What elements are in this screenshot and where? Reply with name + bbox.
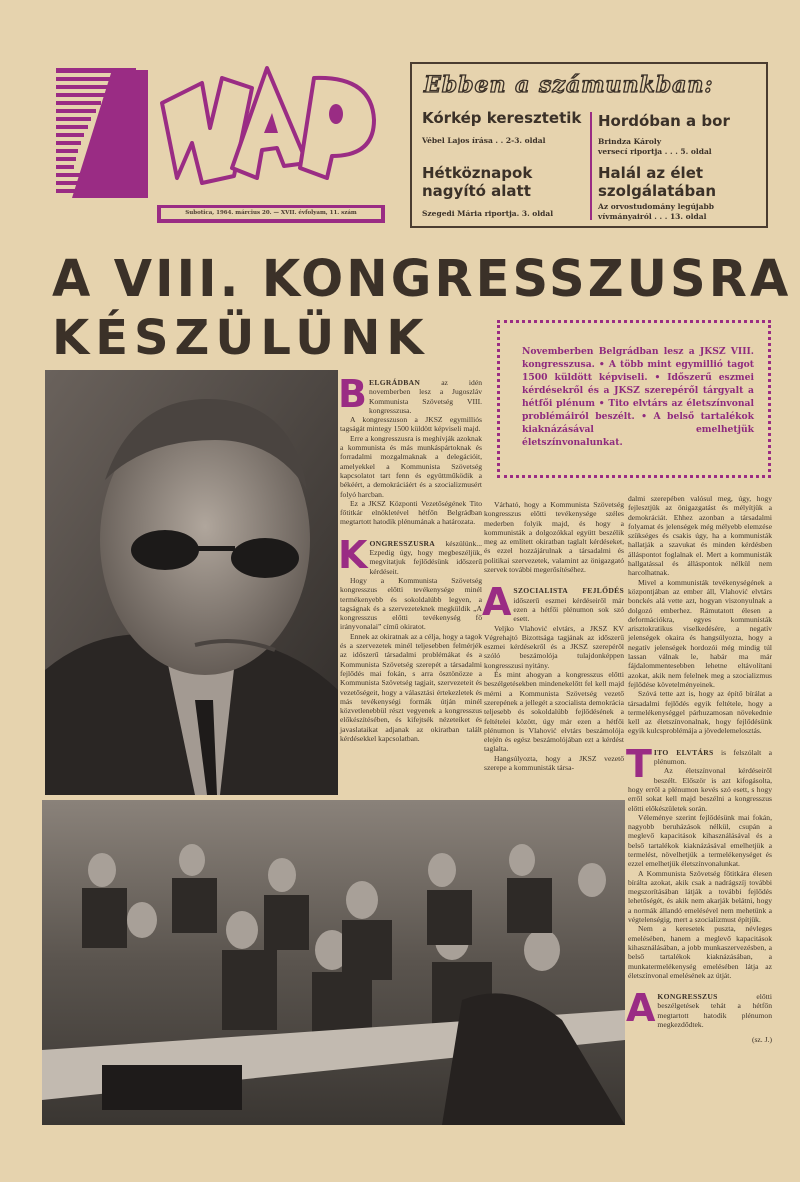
paragraph: Mivel a kommunisták tevékenységének a központjában az ember áll, Vlahović elvtárs bonckés alá vette azt, hogyan viszonyulnak a dolgozó emberhez. Rámutatott élesen a deformációkra, egyes kommunisták arisztokratikus viselkedésére, a negatív jelenségek okaira és hangsúlyozta, hogy a negatív jelenségek hordozói még mindig túl lassan válnak le, habár ma már fájdalommentesebben lehetne eltávolítani azokat, akik nem felelnek meg a szocializmus fejlődése követelményeinek.: [628, 577, 772, 689]
lead-caps: ONGRESSZUSRA: [369, 538, 436, 548]
paragraph: időszerű eszmei kérdéseiről már ezen a hétfői plénumon sok szó esett.: [513, 595, 624, 624]
drop-cap: A: [482, 580, 512, 625]
paragraph: előtti beszélgetések tehát a hétfőn megtartott hatodik plénumon megkezdődtek.: [657, 992, 772, 1030]
paragraph: A Kommunista Szövetség főtitkára élesen bírálta azokat, akik csak a nadrágszíj további megszorításában látják a további fejlődés lehetőségét, és akik nem akarják belátni, hogy a normák állandó emelésével nem mehetünk a végtelenségig, mert a szocializmust építjük.: [628, 868, 772, 925]
masthead-logo: [52, 58, 392, 203]
paragraph: az idén novemberben lesz a Jugoszláv Kommunista Szövetség VIII. kongresszusa.: [368, 378, 482, 415]
paragraph: készülünk... Ezpedig úgy, hogy megbeszéljük, megvitatjuk fejlődésünk időszerű kérdéseit.: [369, 538, 482, 576]
paragraph: Várható, hogy a Kommunista Szövetség kongresszus előtti tevékenysége széles mederben folyik majd, és hogy a kommunisták a dolgozókkal együtt beszélik meg az említett okiratban taglalt kérdéseket, és ezzel hozzájárulnak a társadalmi és politikai szervezetek, valamint az önigazgató szervek további megerősítéséhez.: [484, 500, 624, 575]
summary-text: Novemberben Belgrádban lesz a JKSZ VIII. kongresszusa. • A több mint egymillió tagot 1500 küldött képviseli. • Időszerű eszmei kérdésekről és a JKSZ szerepéről tárgyalt a hétfői plénum • Tito elvtárs az életszínvonal problémáiról beszélt. • A belső tartalékok kiaknázásával emelhetjük életszínvonalunkat.: [522, 346, 754, 448]
paragraph: is felszólalt a plénumon.: [653, 747, 772, 767]
paragraph: És mint ahogyan a kongresszus előtti beszélgetésekben mindenekelőtt fel kell majd mérni a Kommunista Szövetség vezető szerepének a jellegét a szocialista demokrácia teljesebb és sokoldalúbb fejlődésének a feltételei között, úgy már ezen a hétfői plénumon is Vlahović elvtárs beszámolója elején és egész beszámolójában ezt a kérdést taglalta.: [484, 670, 624, 754]
contents-item-subtitle: Az orvostudomány legújabb: [598, 202, 714, 211]
contents-item-subtitle: Brindza Károly: [598, 137, 662, 146]
lead-caps: ITO ELVTÁRS: [653, 747, 714, 757]
congress-meeting-photo: [42, 800, 625, 1125]
lead-caps: ELGRÁDBAN: [368, 378, 421, 387]
summary-box: [497, 320, 771, 478]
paragraph: Erre a kongresszusra is meghívják azoknak a kommunista és más munkáspártoknak és forradalmi mozgalmaknak a delegációit, amelyekkel a Kommunista Szövetség kapcsolatot tart fenn és együttműködik a békéért, a demokráciáért és a szocializmusért folyó harcban.: [340, 433, 482, 499]
contents-item-title[interactable]: Halál az élet szolgálatában: [598, 164, 717, 200]
paragraph: Hangsúlyozta, hogy a JKSZ vezető szerepe a kommunisták társa-: [484, 753, 624, 773]
article-column-3: [628, 494, 772, 1045]
issue-line: Subotica, 1964. március 20. — XVII. évfolyam, 11. szám: [161, 208, 381, 219]
portrait-photo: [45, 370, 338, 795]
headline-line-1: A VIII. KONGRESSZUSRA: [52, 250, 792, 309]
paragraph: Ez a JKSZ Központi Vezetőségének Tito főtitkár elnökletével hétfőn Belgrádban megtartott hatodik plénumának a határozata.: [340, 498, 482, 527]
paragraph: Hogy a Kommunista Szövetség kongresszus előtti tevékenysége minél termékenyebb és sokoldalúbb legyen, a tagságnak és a szervezeteknek megküldik „A kongresszus előtti tevékenység fő irányvonalai” című okiratot.: [340, 575, 482, 632]
contents-box: [410, 62, 768, 228]
paragraph: Szóvá tette azt is, hogy az építő bírálat a társadalmi fejlődés egyik feltétele, hogy a termelékenységgel párhuzamosan növekednie kell az életszínvonalnak, hogy fejlődésünk egyik kulcsproblémája a jövedelemelosztás.: [628, 689, 772, 736]
author-signature: (sz. J.): [751, 1035, 772, 1045]
headline-line-2: KÉSZÜLÜNK: [52, 310, 430, 366]
paragraph: A kongresszuson a JKSZ egymilliós tagságát mintegy 1500 küldött képviseli majd.: [340, 415, 482, 434]
contents-divider: [590, 112, 592, 220]
contents-item-title[interactable]: Hordóban a bor: [598, 112, 730, 130]
contents-item-title[interactable]: Kórkép keresztetik: [422, 109, 582, 127]
drop-cap: B: [338, 372, 367, 416]
contents-heading: Ebben a számunkban:: [424, 72, 714, 98]
paragraph: Ennek az okiratnak az a célja, hogy a tagok és a szervezetek minél teljesebben felmérjék az időszerű társadalmi problémákat és a Kommunista Szövetség szerepét a társadalmi fejlődés mai fokán, s arra ösztönözze a Kommunista Szövetség tagjait, szervezeteit és vezetőségeit, hogy a választási értekezletek és más tevékenységi formák útján minél közvetlenebbül részt vegyenek a kongresszus előkészítésében, és kifejtsék nézeteiket és javaslataikat adjanak az okiratban talált kérdésekkel kapcsolatban.: [340, 631, 482, 743]
drop-cap: T: [626, 741, 652, 786]
contents-item-subtitle: vívmányairól . . . 13. oldal: [598, 212, 707, 221]
issue-date-bar: [157, 205, 385, 223]
paragraph: Veljko Vlahović elvtárs, a JKSZ KV Végrehajtó Bizottsága tagjának az időszerű eszmei kérdésekről és a JKSZ szerepéről szóló beszámolója tulajdonképpen kongresszusi nyitány.: [484, 623, 624, 670]
article-column-1: [338, 372, 482, 743]
contents-item-title[interactable]: Hétköznapok nagyító alatt: [422, 164, 533, 200]
paragraph: Az életszínvonal kérdéseiről beszélt. Először is azt kifogásolta, hogy erről a plénumon kevés szó esett, s hogy erről sokat kell majd beszélni a kongresszus előtti előkészületek során.: [628, 766, 772, 813]
paragraph: dalmi szerepében valósul meg, úgy, hogy fejlesztjük az önigazgatást és mélyítjük a demokráciát. Ehhez azonban a társadalmi folyamat és jelenségek még mélyebb elemzése szükséges és csakis úgy, ha a kommunisták hallatják a szavukat és minden kérdésben álláspontot foglalnak el. Mert a kommunisták hallgatással és álláspontok nélkül nem harcolhatnak.: [628, 494, 772, 578]
drop-cap: K: [338, 532, 368, 577]
paragraph: Véleménye szerint fejlődésünk mai fokán, nagyobb beruházások nélkül, csupán a meglevő kapacitások kihasználásával és a belső tartalékok kiaknázásával emelhetjük a termelést, növelhetjük a termelékenységet és ezzel emelhetjük életszínvonalunkat.: [628, 812, 772, 869]
lead-caps: KONGRESSZUS: [657, 992, 718, 1002]
contents-item-subtitle: Vébel Lajos írása . . 2-3. oldal: [422, 136, 546, 145]
article-column-2: [484, 500, 624, 772]
drop-cap: A: [626, 986, 656, 1031]
contents-item-subtitle: versecí riportja . . . 5. oldal: [598, 147, 712, 156]
lead-caps: SZOCIALISTA FEJLŐDÉS: [513, 586, 624, 596]
contents-item-subtitle: Szegedi Mária riportja. 3. oldal: [422, 209, 554, 218]
paragraph: Nem a keresetek puszta, névleges emelésében, hanem a meglevő kapacitások kihasználásában, a jobb munkaszervezésben, a belső tartalékok kiaknázásában, a munkatermelékenység emelésében látja az életszínvonal emelésének az útját.: [628, 924, 772, 980]
